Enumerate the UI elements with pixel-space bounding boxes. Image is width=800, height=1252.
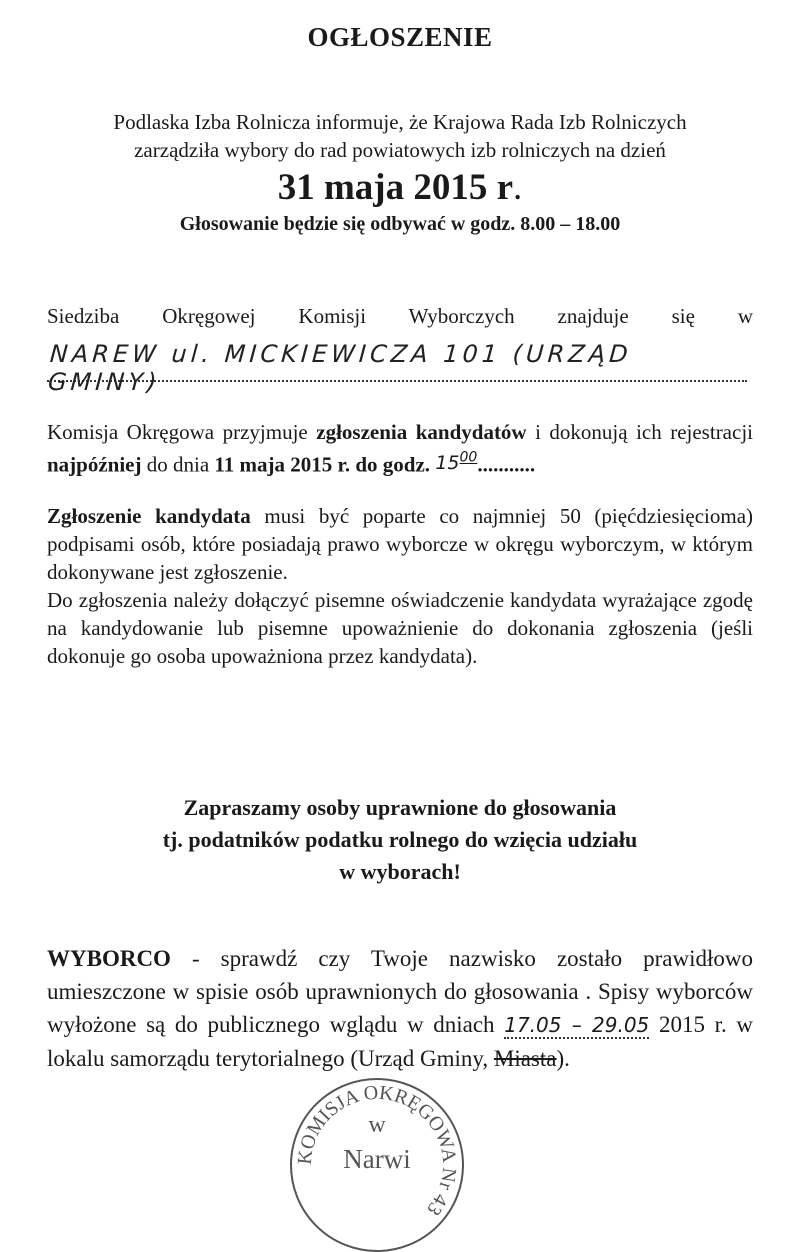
- trailing-dots: ...........: [477, 452, 536, 477]
- voter-bold: WYBORCO: [47, 946, 171, 971]
- candidate-requirements: [47, 502, 753, 586]
- candidate-text-1: musi być poparte co najmniej 50 (pięćdziesięcioma) podpisami osób, które posiadają prawo wyborcze w okręgu wyborczym, w którym dokonywane jest zgłoszenie.: [47, 504, 754, 584]
- minutes-value: 00: [459, 450, 478, 466]
- registration-paragraph: [47, 418, 753, 479]
- voter-text-3: ).: [556, 1046, 570, 1071]
- voter-text-1: - sprawdź czy Twoje nazwisko zostało prawidłowo umieszczone w spisie osób uprawnionych do głosowania . Spisy wyborców wyłożone są do publicznego wglądu w dniach: [47, 946, 753, 1037]
- seat-text: Siedziba Okręgowej Komisji Wyborczych znajduje się w: [47, 304, 753, 328]
- election-date: [0, 166, 800, 209]
- voter-text-2: 2015 r. w lokalu samorządu terytorialnego (Urząd: [47, 1012, 754, 1071]
- candidate-paragraph: [47, 502, 753, 670]
- voting-hours: Głosowanie będzie się odbywać w godz. 8.00 – 18.00: [179, 213, 621, 235]
- election-date-dot: .: [513, 167, 523, 208]
- handwritten-address: NAREW ul. MICKIEWICZA 101 (URZĄD GMINY): [47, 340, 633, 396]
- voter-gmina: Gminy: [419, 1046, 483, 1071]
- stamp-city: Narwi: [343, 1144, 411, 1174]
- svg-text:KOMISJA OKRĘGOWA Nr 43: KOMISJA OKRĘGOWA Nr 43: [293, 1081, 461, 1220]
- handwritten-address-line: [47, 340, 747, 396]
- registration-text-2: i dokonują ich rejestracji: [526, 420, 753, 444]
- struck-miasta: Miasta: [493, 1046, 557, 1071]
- invitation-line-2: tj. podatników podatku rolnego do wzięcia udziału: [162, 827, 638, 852]
- election-date-value: 31 maja 2015 r: [277, 167, 514, 208]
- registration-bold-deadline: 11 maja 2015 r. do godz.: [214, 452, 436, 477]
- voter-paragraph: [47, 942, 753, 1075]
- voter-comma: ,: [482, 1046, 494, 1071]
- handwritten-dates: 17.05 – 29.05: [504, 1013, 650, 1037]
- candidate-bold: Zgłoszenie kandydata: [47, 504, 251, 528]
- intro-text: [0, 108, 800, 164]
- hour-value: 15: [435, 452, 460, 475]
- invitation-line-1: Zapraszamy osoby uprawnione do głosowania: [183, 795, 617, 820]
- candidate-attachment: Do zgłoszenia należy dołączyć pisemne oświadczenie kandydata wyrażające zgodę na kandydowanie lub pisemne upoważnienie do dokonania zgłoszenia (jeśli dokonuje go osoba upoważniona przez kandydata).: [47, 588, 753, 668]
- registration-bold-latest: najpóźniej: [47, 452, 142, 477]
- registration-text-3: do dnia: [141, 452, 215, 477]
- stamp-w: w: [368, 1112, 386, 1138]
- handwritten-hour: [435, 452, 477, 474]
- invitation-line-3: w wyborach!: [339, 859, 461, 884]
- registration-text-1: Komisja Okręgowa przyjmuje: [47, 420, 317, 444]
- official-stamp: [290, 1078, 464, 1252]
- intro-line-1: Podlaska Izba Rolnicza informuje, że Krajowa Rada Izb Rolniczych: [113, 110, 687, 134]
- invitation: [0, 792, 800, 888]
- page-title: OGŁOSZENIE: [307, 22, 493, 52]
- registration-bold-candidates: zgłoszenia kandydatów: [316, 420, 527, 444]
- intro-line-2: zarządziła wybory do rad powiatowych izb rolniczych na dzień: [134, 138, 666, 162]
